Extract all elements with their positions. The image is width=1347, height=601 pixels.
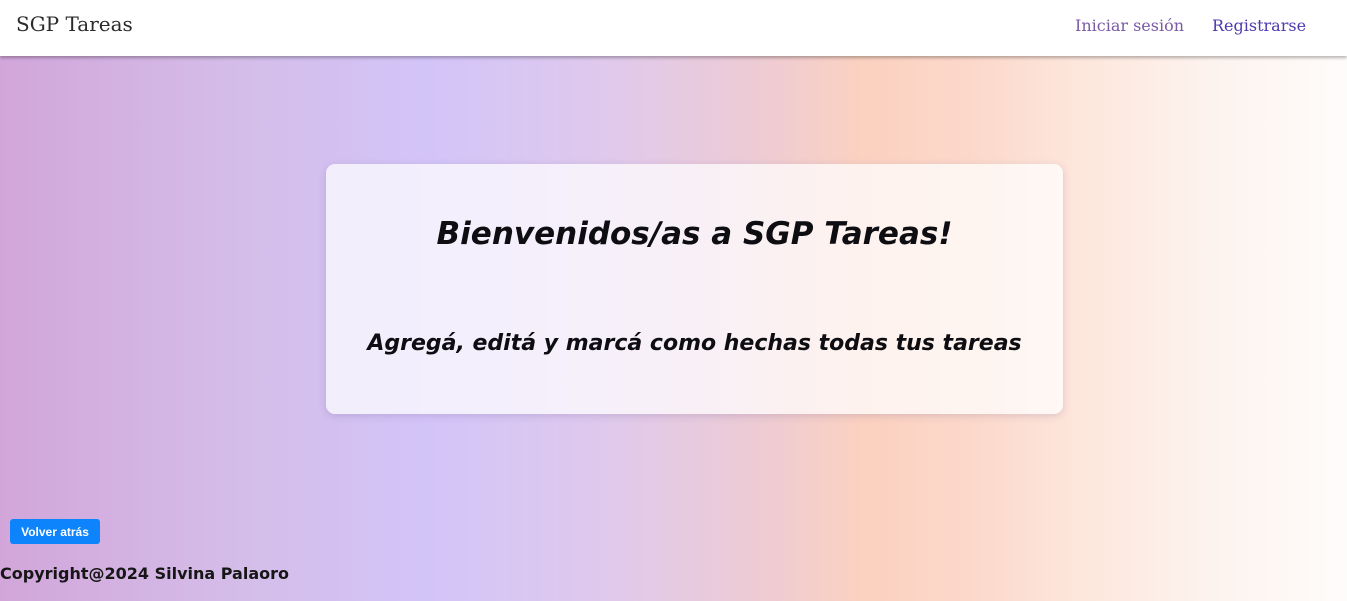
welcome-card <box>326 164 1063 414</box>
welcome-title: Bienvenidos/as a SGP Tareas! <box>436 216 953 252</box>
register-link[interactable]: Registrarse <box>1212 16 1307 35</box>
back-button[interactable]: Volver atrás <box>10 519 100 544</box>
login-link[interactable]: Iniciar sesión <box>1075 16 1185 35</box>
footer-copyright: Copyright@2024 Silvina Palaoro <box>0 564 289 583</box>
top-navbar <box>0 0 1347 56</box>
welcome-subtitle: Agregá, editá y marcá como hechas todas tus tareas <box>367 331 1022 356</box>
brand-link[interactable]: SGP Tareas <box>16 12 133 36</box>
